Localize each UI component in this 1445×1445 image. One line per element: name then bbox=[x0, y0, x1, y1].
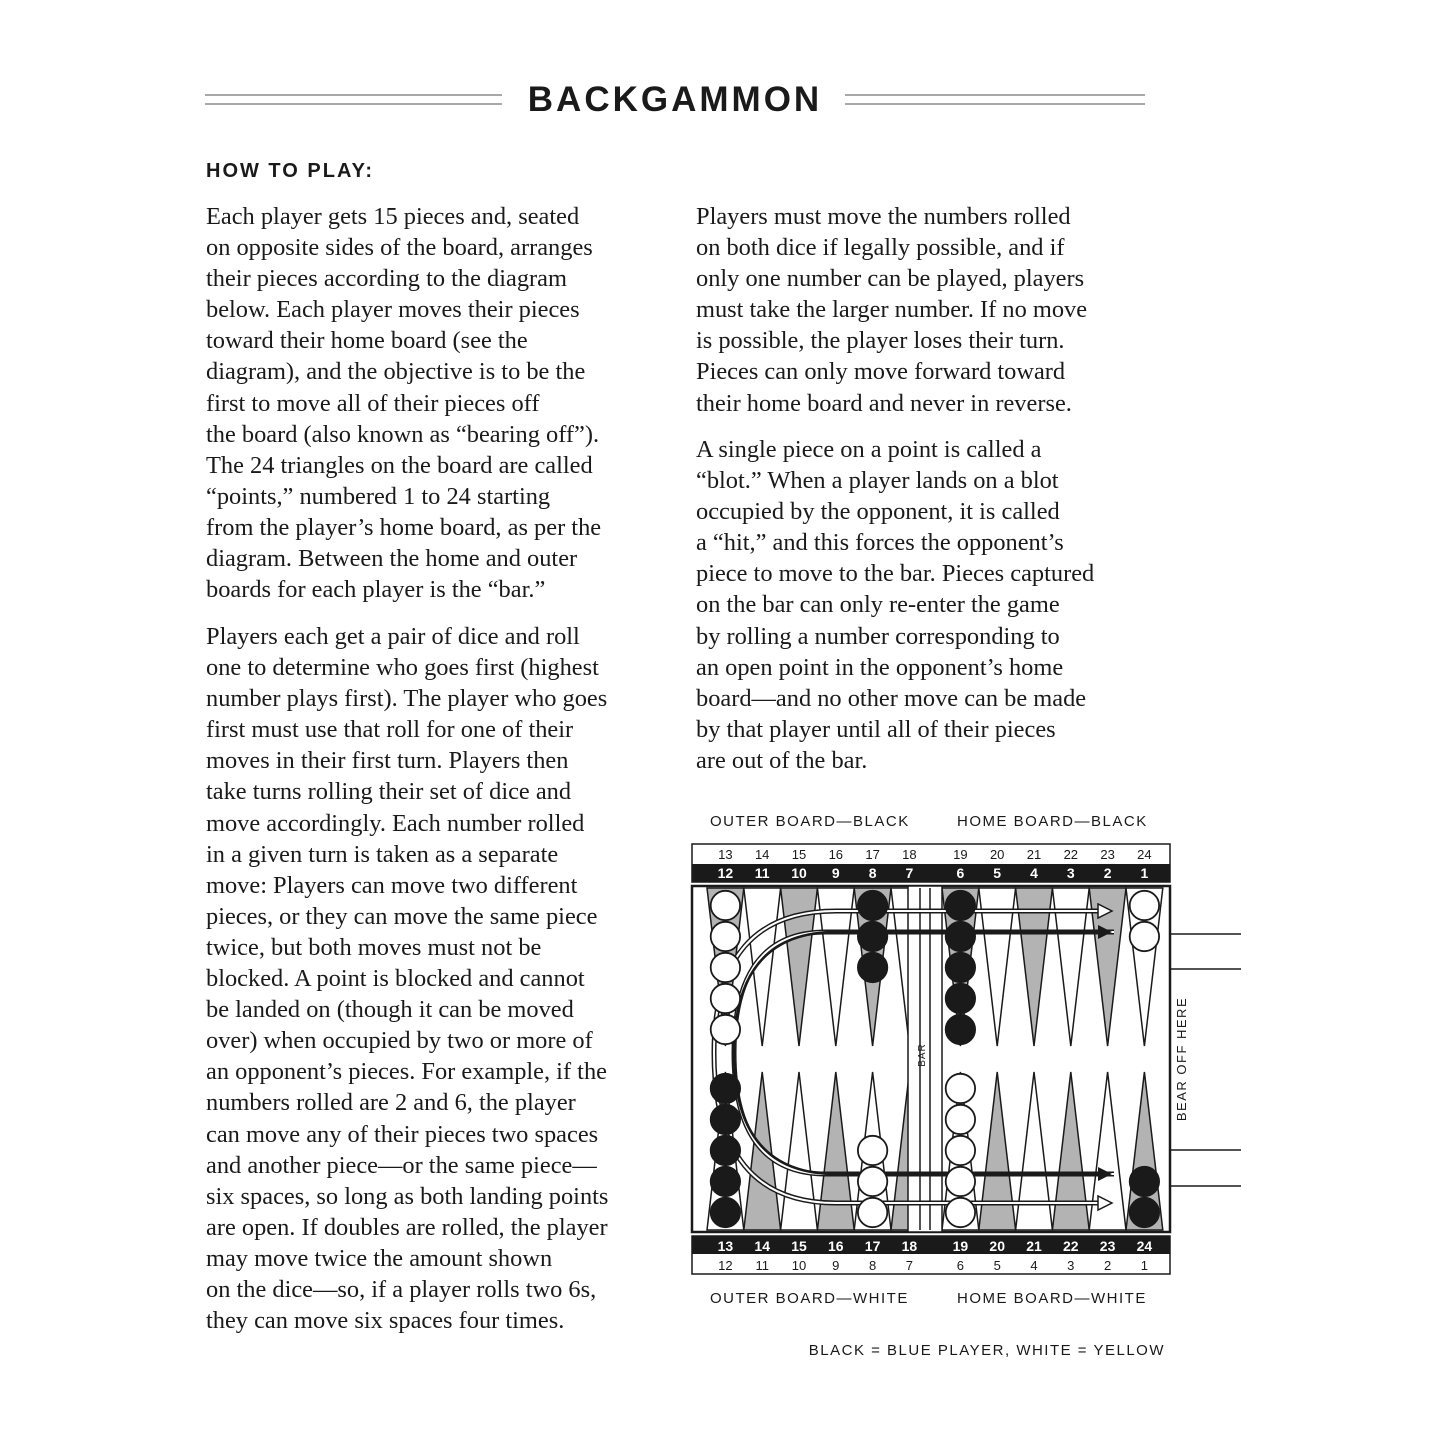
point-number: 21 bbox=[1026, 847, 1042, 862]
point-number-bold: 5 bbox=[993, 865, 1002, 881]
point-number-bold: 10 bbox=[791, 865, 807, 881]
white-checker bbox=[711, 891, 740, 920]
point-number-bold: 17 bbox=[864, 1238, 881, 1254]
section-heading: HOW TO PLAY: bbox=[206, 160, 375, 182]
point-number: 13 bbox=[718, 847, 733, 862]
point-number: 12 bbox=[718, 1258, 733, 1273]
point-number-bold: 22 bbox=[1063, 1238, 1079, 1254]
point-number-bold: 24 bbox=[1136, 1238, 1153, 1254]
label-home-board-white: HOME BOARD—WHITE bbox=[957, 1290, 1147, 1307]
point-number-bold: 23 bbox=[1099, 1238, 1116, 1254]
text-line: twice, but both moves must not be bbox=[206, 933, 542, 961]
text-line: Each player gets 15 pieces and, seated bbox=[206, 203, 580, 230]
text-line: pieces, or they can move the same piece bbox=[206, 902, 598, 930]
point-number: 24 bbox=[1137, 847, 1152, 862]
text-line: Players each get a pair of dice and roll bbox=[206, 623, 580, 650]
text-line: take turns rolling their set of dice and bbox=[206, 778, 572, 806]
text-line: The 24 triangles on the board are called bbox=[206, 451, 593, 479]
point-number-bold: 9 bbox=[831, 865, 840, 881]
point-number-bold: 21 bbox=[1026, 1238, 1042, 1254]
text-line: only one number can be played, players bbox=[696, 265, 1085, 293]
point-number: 7 bbox=[905, 1258, 914, 1273]
point-number: 23 bbox=[1100, 847, 1115, 862]
text-line: toward their home board (see the bbox=[206, 327, 528, 355]
point-number: 4 bbox=[1030, 1258, 1038, 1273]
black-checker bbox=[946, 953, 975, 982]
white-checker bbox=[711, 922, 740, 951]
white-checker bbox=[1130, 891, 1159, 920]
page-title: BACKGAMMON bbox=[527, 80, 823, 119]
black-checker bbox=[858, 922, 887, 951]
bar-label: BAR bbox=[917, 1043, 928, 1067]
white-checker bbox=[946, 1105, 975, 1134]
text-line: move: Players can move two different bbox=[206, 871, 578, 899]
paragraph-1 bbox=[206, 201, 601, 605]
label-outer-board-white: OUTER BOARD—WHITE bbox=[710, 1290, 909, 1307]
paragraph-2 bbox=[206, 621, 608, 1336]
point-number: 11 bbox=[755, 1258, 769, 1273]
black-checker bbox=[946, 984, 975, 1013]
white-checker bbox=[858, 1167, 887, 1196]
point-number-bold: 14 bbox=[754, 1238, 770, 1254]
point-number: 22 bbox=[1063, 847, 1079, 862]
white-checker bbox=[1130, 922, 1159, 951]
point-number-bold: 7 bbox=[905, 865, 914, 881]
white-checker bbox=[858, 1198, 887, 1227]
point-number: 9 bbox=[832, 1258, 840, 1273]
point-number: 3 bbox=[1067, 1258, 1075, 1273]
text-line: first to move all of their pieces off bbox=[206, 389, 540, 417]
text-line: on opposite sides of the board, arranges bbox=[206, 234, 593, 262]
text-line: they can move six spaces four times. bbox=[206, 1307, 565, 1335]
point-number: 6 bbox=[956, 1258, 965, 1273]
text-line: move accordingly. Each number rolled bbox=[206, 809, 585, 837]
point-number-bold: 18 bbox=[901, 1238, 918, 1254]
point-number-bold: 6 bbox=[956, 865, 965, 881]
white-checker bbox=[946, 1074, 975, 1103]
text-line: their home board and never in reverse. bbox=[696, 389, 1072, 417]
point-number: 1 bbox=[1140, 1258, 1149, 1273]
point-number: 5 bbox=[993, 1258, 1001, 1273]
text-line: below. Each player moves their pieces bbox=[206, 296, 580, 324]
black-checker bbox=[711, 1136, 740, 1165]
point-number: 16 bbox=[828, 847, 844, 862]
white-checker bbox=[711, 984, 740, 1013]
text-line: over) when occupied by two or more of bbox=[206, 1027, 593, 1055]
black-checker bbox=[1130, 1198, 1159, 1227]
black-checker bbox=[711, 1074, 740, 1103]
point-number: 8 bbox=[868, 1258, 877, 1273]
text-line: one to determine who goes first (highest bbox=[206, 654, 599, 682]
paragraph-3 bbox=[696, 201, 1087, 419]
bear-off-label: BEAR OFF HERE bbox=[1174, 996, 1189, 1122]
text-line: is possible, the player loses their turn. bbox=[696, 327, 1065, 355]
black-checker bbox=[946, 891, 975, 920]
text-line: Players must move the numbers rolled bbox=[696, 203, 1071, 230]
text-line: their pieces according to the diagram bbox=[206, 265, 567, 293]
black-checker bbox=[711, 1167, 740, 1196]
title-banner bbox=[205, 78, 1145, 122]
text-line: diagram), and the objective is to be the bbox=[206, 358, 586, 386]
text-line: occupied by the opponent, it is called bbox=[696, 498, 1060, 526]
point-number-bold: 15 bbox=[791, 1238, 807, 1254]
text-line: can move any of their pieces two spaces bbox=[206, 1120, 599, 1148]
label-outer-board-black: OUTER BOARD—BLACK bbox=[710, 813, 910, 830]
text-line: board—and no other move can be made bbox=[696, 684, 1087, 712]
point-number: 17 bbox=[865, 847, 880, 862]
text-line: on the dice—so, if a player rolls two 6s, bbox=[206, 1275, 597, 1303]
point-number-bold: 16 bbox=[828, 1238, 844, 1254]
text-line: first must use that roll for one of their bbox=[206, 716, 574, 744]
black-checker bbox=[946, 1015, 975, 1044]
color-legend: BLACK = BLUE PLAYER, WHITE = YELLOW bbox=[808, 1342, 1165, 1359]
text-line: may move twice the amount shown bbox=[206, 1244, 553, 1272]
point-number: 2 bbox=[1103, 1258, 1112, 1273]
text-line: moves in their first turn. Players then bbox=[206, 747, 569, 775]
black-checker bbox=[711, 1198, 740, 1227]
point-number: 19 bbox=[953, 847, 968, 862]
label-home-board-black: HOME BOARD—BLACK bbox=[957, 813, 1148, 830]
point-number: 10 bbox=[791, 1258, 807, 1273]
text-line: on both dice if legally possible, and if bbox=[696, 234, 1065, 262]
point-number-bold: 4 bbox=[1030, 865, 1038, 881]
point-number: 15 bbox=[791, 847, 807, 862]
black-checker bbox=[711, 1105, 740, 1134]
text-line: in a given turn is taken as a separate bbox=[206, 840, 559, 868]
text-line: numbers rolled are 2 and 6, the player bbox=[206, 1089, 576, 1117]
text-line: by rolling a number corresponding to bbox=[696, 622, 1060, 650]
text-line: from the player’s home board, as per the bbox=[206, 513, 602, 541]
white-checker bbox=[711, 1015, 740, 1044]
text-line: boards for each player is the “bar.” bbox=[206, 576, 546, 604]
text-line: are open. If doubles are rolled, the player bbox=[206, 1213, 608, 1241]
point-number: 14 bbox=[754, 847, 770, 862]
black-checker bbox=[858, 891, 887, 920]
text-line: a “hit,” and this forces the opponent’s bbox=[696, 529, 1064, 557]
white-checker bbox=[946, 1167, 975, 1196]
white-checker bbox=[946, 1198, 975, 1227]
point-number-bold: 1 bbox=[1140, 865, 1149, 881]
white-checker bbox=[946, 1136, 975, 1165]
text-line: must take the larger number. If no move bbox=[696, 296, 1088, 324]
text-line: A single piece on a point is called a bbox=[696, 436, 1042, 463]
text-line: the board (also known as “bearing off”). bbox=[206, 420, 600, 448]
text-line: blocked. A point is blocked and cannot bbox=[206, 965, 585, 993]
point-number-bold: 8 bbox=[868, 865, 877, 881]
black-checker bbox=[946, 922, 975, 951]
text-line: an open point in the opponent’s home bbox=[696, 653, 1064, 681]
black-checker bbox=[858, 953, 887, 982]
point-number-bold: 3 bbox=[1066, 865, 1075, 881]
backgammon-board-diagram bbox=[686, 838, 1246, 1283]
point-number-bold: 19 bbox=[952, 1238, 969, 1254]
text-line: piece to move to the bar. Pieces captured bbox=[696, 560, 1095, 588]
point-number: 20 bbox=[989, 847, 1005, 862]
point-number: 18 bbox=[902, 847, 917, 862]
text-line: an opponent’s pieces. For example, if the bbox=[206, 1058, 607, 1086]
white-checker bbox=[711, 953, 740, 982]
point-number-bold: 12 bbox=[717, 865, 734, 881]
point-number-bold: 2 bbox=[1103, 865, 1112, 881]
point-number-bold: 11 bbox=[754, 865, 770, 881]
text-line: Pieces can only move forward toward bbox=[696, 358, 1066, 386]
black-checker bbox=[1130, 1167, 1159, 1196]
text-line: “blot.” When a player lands on a blot bbox=[696, 467, 1059, 495]
text-line: six spaces, so long as both landing points bbox=[206, 1182, 609, 1210]
text-line: “points,” numbered 1 to 24 starting bbox=[206, 482, 551, 510]
paragraph-4 bbox=[696, 434, 1094, 776]
point-number-bold: 13 bbox=[717, 1238, 734, 1254]
text-line: and another piece—or the same piece— bbox=[206, 1151, 597, 1179]
white-checker bbox=[858, 1136, 887, 1165]
text-line: are out of the bar. bbox=[696, 746, 868, 774]
text-line: on the bar can only re-enter the game bbox=[696, 591, 1060, 619]
text-line: be landed on (though it can be moved bbox=[206, 996, 574, 1024]
text-line: number plays first). The player who goes bbox=[206, 685, 608, 713]
point-number-bold: 20 bbox=[989, 1238, 1005, 1254]
text-line: by that player until all of their pieces bbox=[696, 715, 1056, 743]
text-line: diagram. Between the home and outer bbox=[206, 545, 578, 573]
